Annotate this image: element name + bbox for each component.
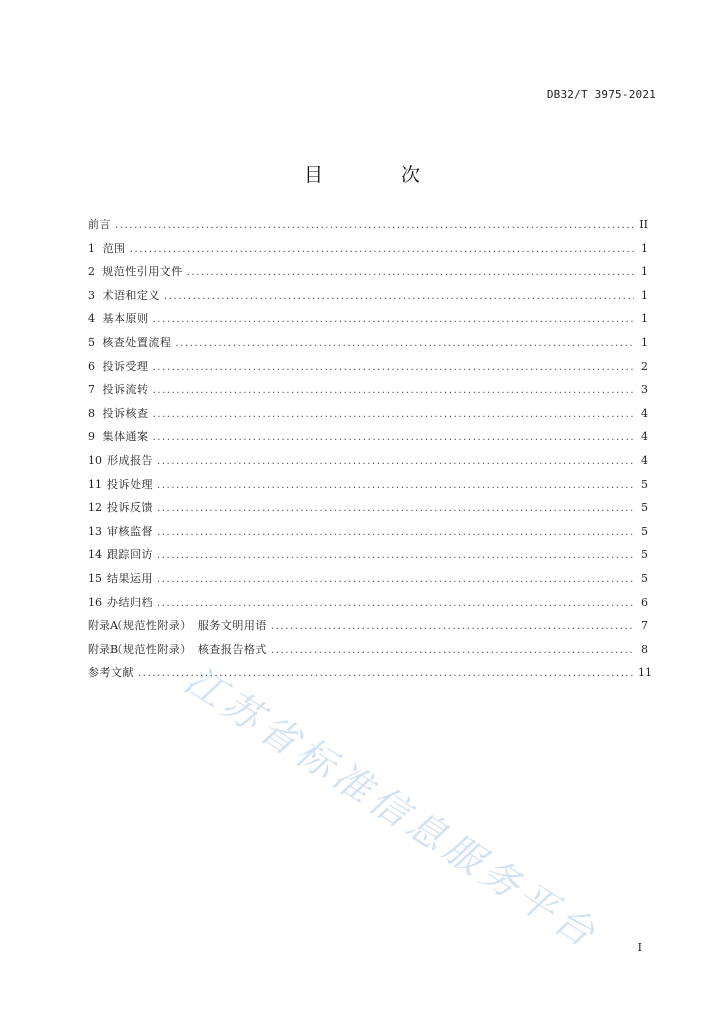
toc-entry[interactable]: [88, 242, 648, 266]
toc-entry-label: 形成报告: [106, 453, 153, 467]
toc-leader-dots: [187, 266, 634, 280]
toc-entry-label: 投诉处理: [106, 477, 153, 491]
toc-entry[interactable]: [88, 289, 648, 313]
toc-entry-label: 投诉流转: [102, 383, 149, 397]
toc-leader-dots: [153, 384, 634, 398]
toc-leader-dots: [271, 644, 634, 658]
toc-leader-dots: [115, 219, 634, 233]
toc-entry-page: 1: [641, 265, 648, 279]
toc-entry[interactable]: [88, 360, 648, 384]
toc-entry-page: 1: [641, 288, 648, 302]
toc-entry[interactable]: [88, 265, 648, 289]
toc-entry-page: 5: [641, 571, 648, 585]
toc-entry-number: 5: [88, 335, 95, 349]
toc-entry-label: 跟踪回访: [106, 548, 153, 562]
toc-entry-label: 集体通案: [102, 430, 149, 444]
toc-entry-number: 6: [88, 359, 95, 373]
page-number: I: [637, 941, 642, 954]
toc-entry-label: 审核监督: [106, 524, 153, 538]
toc-entry[interactable]: [88, 407, 648, 431]
toc-entry-page: 4: [641, 430, 648, 444]
toc-leader-dots: [175, 337, 634, 351]
toc-entry-page: II: [639, 218, 648, 231]
toc-leader-dots: [164, 290, 634, 304]
toc-entry-label: 基本原则: [102, 312, 149, 326]
toc-entry[interactable]: [88, 548, 648, 572]
toc-entry[interactable]: [88, 336, 648, 360]
toc-entry-label: 规范性引用文件: [102, 265, 183, 279]
toc-entry[interactable]: [88, 218, 648, 242]
toc-entry-label: 术语和定义: [102, 288, 160, 302]
toc-leader-dots: [157, 455, 634, 469]
toc-entry[interactable]: [88, 619, 648, 643]
toc-entry-label: （规范性附录） 核查报告格式: [111, 642, 267, 656]
toc-entry-label: 结果运用: [106, 571, 153, 585]
toc-entry-page: 4: [641, 406, 648, 420]
toc-leader-dots: [157, 502, 634, 516]
toc-entry-page: 5: [641, 501, 648, 515]
toc-entry[interactable]: [88, 383, 648, 407]
toc-entry-page: 11: [638, 666, 652, 680]
toc-entry-number: 14: [88, 548, 102, 562]
toc-entry-number: 3: [88, 288, 95, 302]
toc-entry-page: 5: [641, 524, 648, 538]
toc-entry-page: 8: [641, 642, 648, 656]
toc-leader-dots: [153, 408, 634, 422]
toc-entry-page: 2: [641, 359, 648, 373]
toc-entry-number: 15: [88, 571, 102, 585]
toc-leader-dots: [157, 549, 634, 563]
toc-leader-dots: [157, 526, 634, 540]
toc-title: 目 次: [303, 164, 457, 186]
toc-leader-dots: [153, 431, 634, 445]
toc-entry-number: 附录B: [88, 642, 119, 656]
toc-entry-page: 3: [641, 383, 648, 397]
toc-entry-page: 5: [641, 477, 648, 491]
toc-entry-number: 附录A: [88, 619, 118, 633]
table-of-contents: [88, 218, 652, 690]
toc-leader-dots: [130, 243, 634, 257]
toc-entry[interactable]: [88, 312, 648, 336]
toc-entry[interactable]: [88, 430, 648, 454]
document-code: DB32/T 3975-2021: [546, 88, 656, 101]
toc-entry[interactable]: [88, 501, 648, 525]
toc-entry[interactable]: [88, 643, 648, 667]
toc-leader-dots: [153, 313, 634, 327]
toc-leader-dots: [271, 620, 634, 634]
toc-entry-label: 前言: [88, 218, 111, 231]
toc-leader-dots: [157, 597, 634, 611]
toc-leader-dots: [157, 479, 634, 493]
toc-entry-page: 7: [641, 619, 648, 633]
watermark: 江苏省标准信息服务平台: [177, 657, 608, 959]
toc-entry-page: 6: [641, 595, 648, 609]
toc-entry-number: 9: [88, 430, 95, 444]
toc-entry[interactable]: [88, 666, 652, 690]
toc-entry-number: 13: [88, 524, 102, 538]
toc-entry-label: （规范性附录） 服务文明用语: [111, 619, 267, 633]
toc-entry-number: 7: [88, 383, 95, 397]
toc-leader-dots: [153, 361, 634, 375]
toc-entry[interactable]: [88, 525, 648, 549]
toc-entry-number: 12: [88, 501, 102, 515]
toc-entry[interactable]: [88, 478, 648, 502]
toc-entry-page: 4: [641, 453, 648, 467]
toc-entry-number: 10: [88, 453, 102, 467]
toc-entry-number: 1: [88, 241, 95, 255]
toc-entry[interactable]: [88, 572, 648, 596]
toc-entry[interactable]: [88, 596, 648, 620]
toc-entry-page: 1: [641, 335, 648, 349]
toc-entry-page: 1: [641, 312, 648, 326]
toc-entry-page: 5: [641, 548, 648, 562]
toc-entry-label: 范围: [102, 241, 126, 255]
toc-entry-number: 11: [88, 477, 102, 491]
toc-entry-label: 核查处置流程: [102, 335, 172, 349]
toc-entry-page: 1: [641, 241, 648, 255]
toc-entry-label: 投诉受理: [102, 359, 149, 373]
toc-entry-label: 办结归档: [106, 595, 153, 609]
toc-leader-dots: [157, 573, 634, 587]
toc-entry-number: 4: [88, 312, 95, 326]
toc-entry-number: 8: [88, 406, 95, 420]
toc-entry[interactable]: [88, 454, 648, 478]
toc-entry-label: 投诉反馈: [106, 501, 153, 515]
toc-entry-label: 投诉核查: [102, 406, 149, 420]
toc-entry-label: 参考文献: [88, 666, 134, 680]
toc-entry-number: 16: [88, 595, 102, 609]
toc-leader-dots: [138, 667, 634, 681]
toc-entry-number: 2: [88, 265, 95, 279]
